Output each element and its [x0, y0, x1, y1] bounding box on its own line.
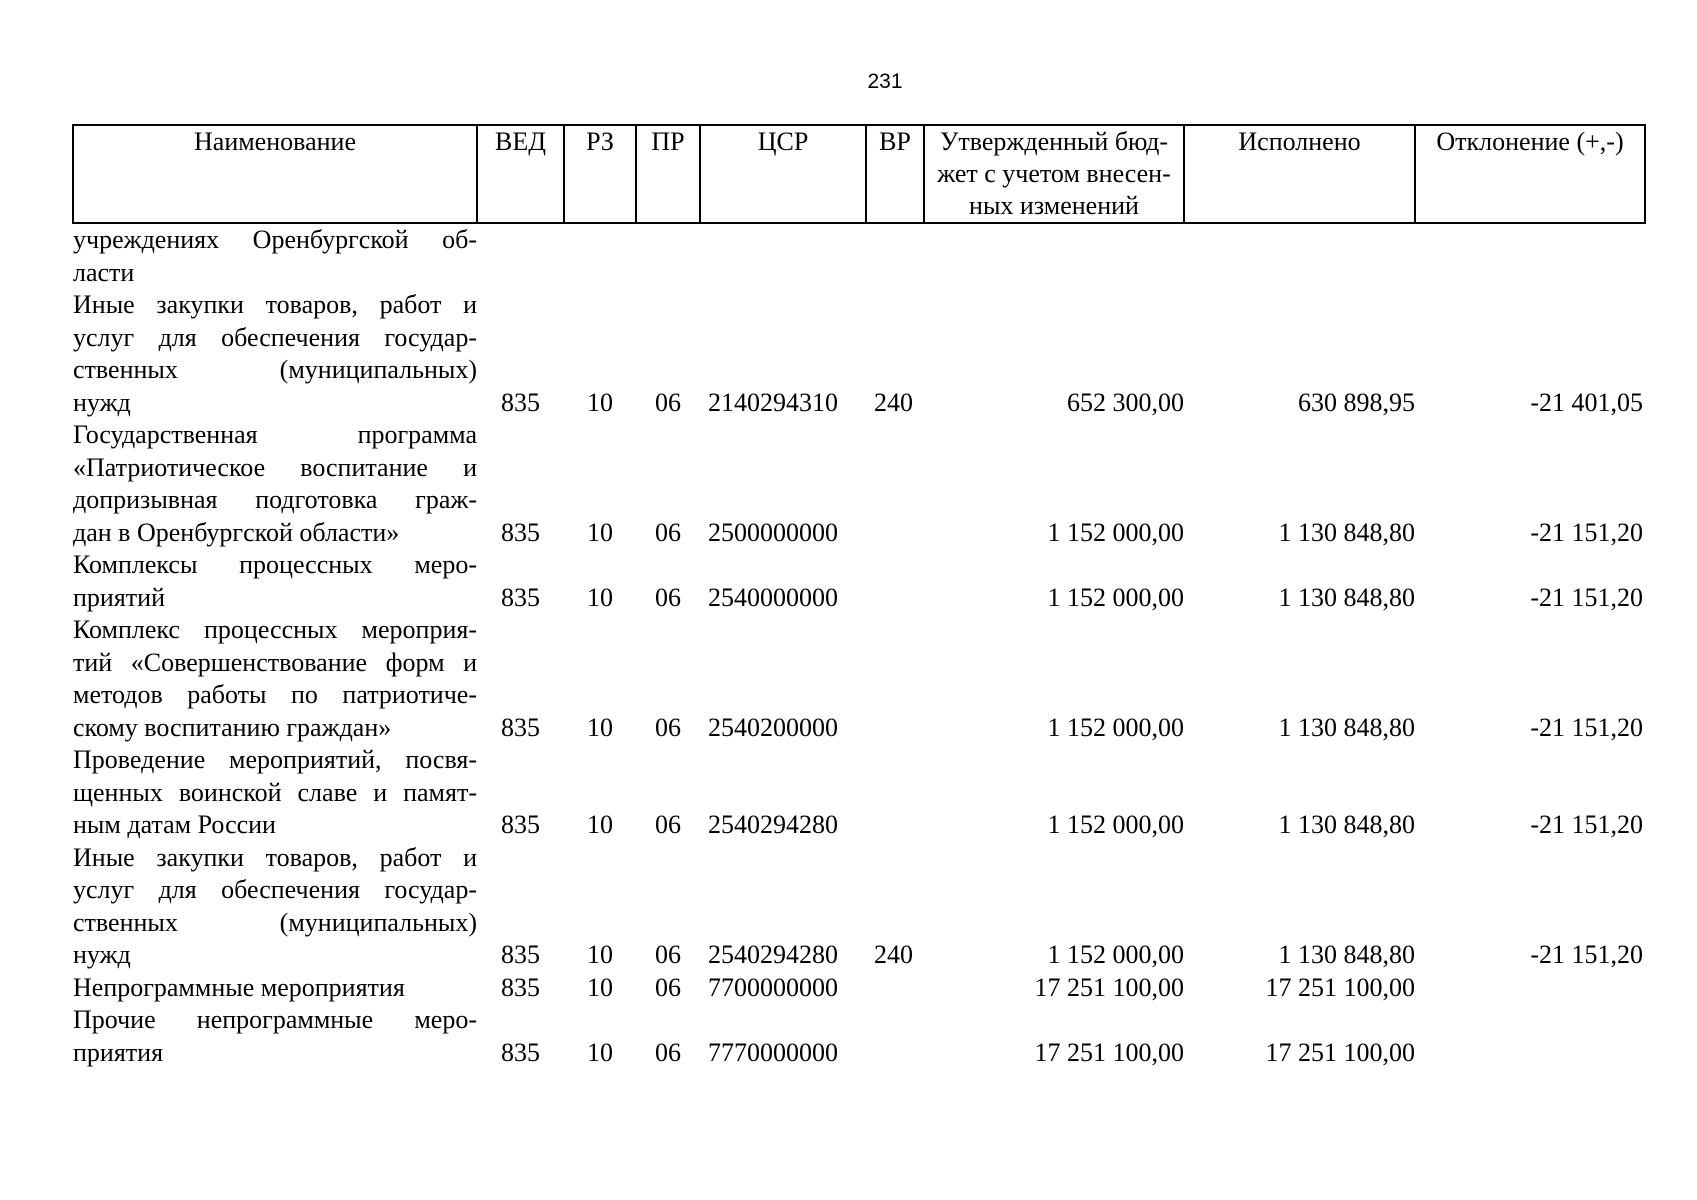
cell-deviation: -21 151,20 [1530, 712, 1643, 742]
cell-pr: 06 [655, 517, 681, 547]
cell-ved: 835 [501, 972, 540, 1002]
cell-executed: 1 130 848,80 [1278, 940, 1415, 969]
cell-budget [924, 223, 1184, 289]
name-line: скому воспитанию граждан» [73, 712, 392, 742]
cell-pr: 06 [655, 1037, 681, 1067]
budget-table [72, 124, 1646, 1069]
cell-vr [866, 972, 924, 1005]
cell-csr: 7770000000 [708, 1037, 838, 1067]
name-line: Проведение мероприятий, посвя- [73, 745, 477, 774]
cell-rz: 10 [587, 517, 613, 547]
cell-vr [866, 549, 924, 614]
cell-pr: 06 [655, 387, 681, 417]
cell-pr: 06 [655, 712, 681, 742]
cell-budget: 1 152 000,00 [1047, 940, 1184, 969]
cell-csr: 2540294280 [708, 810, 838, 839]
cell-rz: 10 [587, 1037, 613, 1067]
cell-vr [866, 223, 924, 289]
cell-ved: 835 [501, 810, 540, 839]
name-line: «Патриотическое воспитание и [73, 452, 477, 482]
cell-budget: 1 152 000,00 [1047, 582, 1184, 612]
col-header-vr: ВР [866, 125, 924, 223]
cell-csr: 2540294280 [708, 940, 838, 969]
cell-budget: 17 251 100,00 [1034, 1037, 1184, 1067]
name-line: нужд [73, 940, 131, 969]
cell-executed: 1 130 848,80 [1278, 810, 1415, 839]
col-header-budget-line: Утвержденный бюд- [939, 127, 1169, 156]
name-line: нужд [73, 387, 131, 417]
col-header-pr: ПР [636, 125, 700, 223]
cell-vr [866, 744, 924, 842]
col-header-deviation: Отклонение (+,-) [1415, 125, 1645, 223]
page-number: 231 [867, 70, 903, 93]
cell-vr [866, 419, 924, 549]
cell-deviation: -21 151,20 [1530, 940, 1643, 969]
name-line: тий «Совершенствование форм и [73, 647, 477, 677]
table-row [73, 744, 1645, 842]
cell-name [73, 549, 477, 614]
table-row [73, 289, 1645, 419]
col-header-budget-line: жет с учетом внесен- [937, 159, 1171, 188]
cell-budget: 1 152 000,00 [1047, 810, 1184, 839]
name-line: приятий [73, 582, 165, 612]
cell-csr [700, 223, 866, 289]
cell-vr: 240 [874, 387, 913, 417]
name-line: Непрограммные мероприятия [73, 972, 405, 1002]
name-line: ственных (муниципальных) [73, 907, 477, 937]
cell-executed: 17 251 100,00 [1265, 972, 1415, 1002]
cell-ved: 835 [501, 582, 540, 612]
cell-rz [564, 223, 636, 289]
cell-csr: 2540200000 [708, 712, 838, 742]
col-header-ved: ВЕД [477, 125, 564, 223]
table-row [73, 842, 1645, 972]
cell-deviation [1415, 1004, 1645, 1069]
name-line: ственных (муниципальных) [73, 355, 477, 384]
name-line: Комплекс процессных мероприя- [73, 615, 477, 644]
cell-pr [636, 223, 700, 289]
cell-executed: 630 898,95 [1298, 387, 1415, 417]
name-line: щенных воинской славе и памят- [73, 777, 477, 807]
cell-ved [477, 223, 564, 289]
cell-pr: 06 [655, 582, 681, 612]
cell-name [73, 972, 477, 1005]
cell-executed: 1 130 848,80 [1278, 582, 1415, 612]
cell-executed: 17 251 100,00 [1265, 1037, 1415, 1067]
cell-deviation [1415, 972, 1645, 1005]
cell-vr: 240 [874, 940, 913, 969]
cell-deviation: -21 151,20 [1530, 517, 1643, 547]
cell-pr: 06 [655, 940, 681, 969]
name-line: ным датам России [73, 810, 276, 839]
cell-csr: 2140294310 [708, 387, 838, 417]
cell-ved: 835 [501, 1037, 540, 1067]
cell-ved: 835 [501, 517, 540, 547]
cell-rz: 10 [587, 387, 613, 417]
name-line: Иные закупки товаров, работ и [73, 842, 477, 872]
cell-deviation: -21 151,20 [1530, 810, 1643, 839]
cell-deviation: -21 151,20 [1530, 582, 1643, 612]
col-header-budget-line: ных изменений [969, 191, 1139, 220]
col-header-name: Наименование [73, 125, 477, 223]
cell-rz: 10 [587, 972, 613, 1002]
cell-csr: 2500000000 [708, 517, 838, 547]
name-line: учреждениях Оренбургской об- [73, 225, 477, 254]
cell-name [73, 223, 477, 289]
cell-name [73, 419, 477, 549]
name-line: Прочие непрограммные меро- [73, 1005, 477, 1034]
cell-vr [866, 1004, 924, 1069]
name-line: допризывная подготовка граж- [73, 485, 477, 514]
name-line: услуг для обеспечения государ- [73, 322, 477, 352]
name-line: Комплексы процессных меро- [73, 550, 477, 579]
cell-rz: 10 [587, 940, 613, 969]
cell-name [73, 289, 477, 419]
table-row [73, 549, 1645, 614]
name-line: Иные закупки товаров, работ и [73, 290, 477, 319]
cell-budget: 1 152 000,00 [1047, 517, 1184, 547]
col-header-csr: ЦСР [700, 125, 866, 223]
table-header-row [73, 125, 1645, 223]
cell-rz: 10 [587, 582, 613, 612]
cell-executed: 1 130 848,80 [1278, 712, 1415, 742]
cell-deviation: -21 401,05 [1530, 387, 1643, 417]
name-line: дан в Оренбургской области» [73, 517, 400, 547]
name-line: услуг для обеспечения государ- [73, 875, 477, 904]
cell-executed: 1 130 848,80 [1278, 517, 1415, 547]
cell-budget: 652 300,00 [1067, 387, 1184, 417]
cell-pr: 06 [655, 972, 681, 1002]
cell-name [73, 614, 477, 744]
table-row [73, 1004, 1645, 1069]
cell-budget: 1 152 000,00 [1047, 712, 1184, 742]
cell-name [73, 1004, 477, 1069]
cell-name [73, 744, 477, 842]
table-body [73, 223, 1645, 1069]
cell-vr [866, 614, 924, 744]
name-line: Государственная программа [73, 420, 477, 449]
cell-name [73, 842, 477, 972]
cell-ved: 835 [501, 940, 540, 969]
table-row [73, 614, 1645, 744]
cell-csr: 2540000000 [708, 582, 838, 612]
cell-ved: 835 [501, 712, 540, 742]
name-line: приятия [73, 1037, 164, 1067]
table-row [73, 419, 1645, 549]
name-line: методов работы по патриотиче- [73, 680, 477, 709]
cell-deviation [1415, 223, 1645, 289]
cell-csr: 7700000000 [708, 972, 838, 1002]
cell-ved: 835 [501, 387, 540, 417]
cell-executed [1184, 223, 1415, 289]
col-header-executed: Исполнено [1184, 125, 1415, 223]
cell-budget: 17 251 100,00 [1034, 972, 1184, 1002]
cell-rz: 10 [587, 810, 613, 839]
cell-pr: 06 [655, 810, 681, 839]
table-row [73, 223, 1645, 289]
col-header-rz: РЗ [564, 125, 636, 223]
name-line: ласти [73, 257, 135, 287]
table-row [73, 972, 1645, 1005]
col-header-budget [924, 125, 1184, 223]
cell-rz: 10 [587, 712, 613, 742]
